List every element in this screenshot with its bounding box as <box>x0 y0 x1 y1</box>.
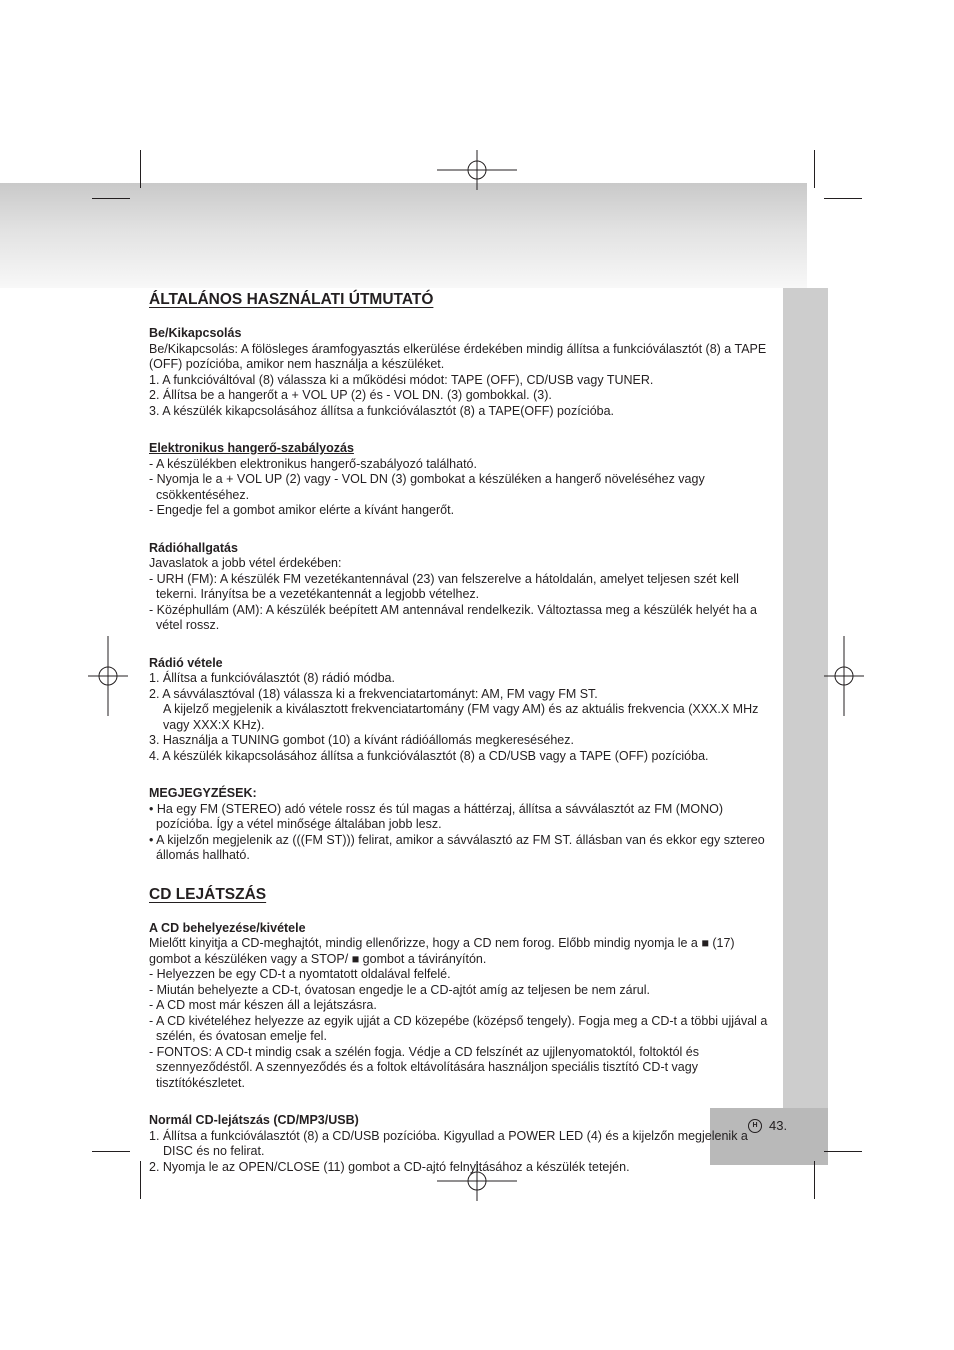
list-item: - Helyezzen be egy CD-t a nyomtatott oldalával felfelé. <box>149 967 451 981</box>
list-item: 2. Nyomja le az OPEN/CLOSE (11) gombot a CD-ajtó felnyitásához a készülék tetején. <box>149 1159 630 1174</box>
registration-mark-icon <box>824 636 864 716</box>
crop-mark <box>824 198 862 199</box>
crop-mark <box>92 198 130 199</box>
list-item: 1. Állítsa a funkcióválasztót (8) rádió módba. <box>149 671 395 685</box>
heading-power: Be/Kikapcsolás <box>149 326 242 340</box>
registration-mark-icon <box>437 150 517 190</box>
list-item: 3. A készülék kikapcsolásához állítsa a funkcióválasztót (8) a TAPE(OFF) pozícióba. <box>149 403 615 418</box>
heading-normal-play: Normál CD-lejátszás (CD/MP3/USB) <box>149 1113 359 1127</box>
list-item-note: A kijelző megjelenik a kiválasztott frekvenciatartomány (FM vagy AM) és az aktuális frekvencia (XXX.X MHz vagy XXX:X KHz). <box>163 702 759 732</box>
list-item: 1. Állítsa a funkcióválasztót (8) a CD/USB pozícióba. Kigyullad a POWER LED (4) és a kijelzőn megjelenik a DISC és no felirat. <box>149 1128 748 1158</box>
section-title-general: ÁLTALÁNOS HASZNÁLATI ÚTMUTATÓ <box>149 291 434 308</box>
side-tab-bar <box>783 288 828 1165</box>
heading-volume: Elektronikus hangerő-szabályozás <box>149 441 354 455</box>
heading-notes: MEGJEGYZÉSEK: <box>149 786 257 800</box>
list-item: • Ha egy FM (STEREO) adó vétele rossz és túl magas a háttérzaj, állítsa a sávválasztót az FM (MONO) pozícióba. Így a vétel minősége általában jobb lesz. <box>149 801 724 831</box>
heading-radio-listening: Rádióhallgatás <box>149 540 238 555</box>
paragraph: Javaslatok a jobb vétel érdekében: <box>149 556 342 570</box>
list-item: 2. Állítsa be a hangerőt a + VOL UP (2) és - VOL DN. (3) gombokkal. (3). <box>149 388 552 402</box>
crop-mark <box>814 150 815 188</box>
list-item: 3. Használja a TUNING gombot (10) a kívánt rádióállomás megkereséséhez. <box>149 733 574 747</box>
list-item: - FONTOS: A CD-t mindig csak a szélén fogja. Védje a CD felszínét az ujjlenyomatoktól, foltoktól és szennyeződéstől. A szennyeződés és a foltok eltávolítására használjon speciális tisztító CD-t vagy tisztítókészletet. <box>149 1044 700 1090</box>
list-item: - Miután behelyezte a CD-t, óvatosan engedje le a CD-ajtót amíg az teljesen be nem zárul. <box>149 982 650 997</box>
language-badge: H <box>748 1119 762 1133</box>
list-item: - A CD most már készen áll a lejátszásra. <box>149 998 377 1012</box>
list-item: - Nyomja le a + VOL UP (2) vagy - VOL DN (3) gombokat a készüléken a hangerő növeléséhez vagy csökkentéséhez. <box>149 472 705 502</box>
heading-radio-reception: Rádió vétele <box>149 655 223 670</box>
list-item: • A kijelzőn megjelenik az (((FM ST))) felirat, amikor a sávválasztó az FM ST. állásban van és ekkor egy sztereo állomás hallható. <box>149 832 765 862</box>
list-item: 2. A sávválasztóval (18) válassza ki a frekvenciatartományt: AM, FM vagy FM ST. <box>149 686 598 701</box>
manual-content <box>149 290 769 1175</box>
list-item: - Középhullám (AM): A készülék beépített AM antennával rendelkezik. Változtassa meg a készülék helyét ha a vétel rossz. <box>149 602 757 632</box>
page-number-text: 43. <box>769 1118 788 1133</box>
list-item: 4. A készülék kikapcsolásához állítsa a funkcióválasztót (8) a CD/USB vagy a TAPE (OFF) pozícióba. <box>149 748 709 763</box>
paragraph: Be/Kikapcsolás: A fölösleges áramfogyasztás elkerülése érdekében mindig állítsa a funkcióválasztót (8) a TAPE (OFF) pozícióba, amikor nem használja a készüléket. <box>149 341 767 371</box>
crop-mark <box>140 150 141 188</box>
paragraph: Mielőtt kinyitja a CD-meghajtót, mindig ellenőrizze, hogy a CD nem forog. Előbb mindig nyomja le a ■ (17) gombot a készüléken vagy a STOP/ ■ gombot a távirányítón. <box>149 936 735 966</box>
list-item: - A készülékben elektronikus hangerő-szabályozó található. <box>149 456 477 471</box>
heading-cd-insert: A CD behelyezése/kivétele <box>149 920 306 935</box>
crop-mark <box>824 1151 862 1152</box>
crop-mark <box>92 1151 130 1152</box>
crop-mark <box>814 1161 815 1199</box>
list-item: - Engedje fel a gombot amikor elérte a kívánt hangerőt. <box>149 503 455 517</box>
list-item: - A CD kivételéhez helyezze az egyik ujját a CD közepébe (középső tengely). Fogja meg a CD-t a többi ujjával a szélén, és óvatosan emelje fel. <box>149 1013 768 1043</box>
list-item: 1. A funkcióváltóval (8) válassza ki a működési módot: TAPE (OFF), CD/USB vagy TUNER. <box>149 372 654 387</box>
section-title-cd: CD LEJÁTSZÁS <box>149 885 267 903</box>
registration-mark-icon <box>88 636 128 716</box>
list-item: - URH (FM): A készülék FM vezetékantennával (23) van felszerelve a hátoldalán, amelyet teljesen szét kell tekerni. Irányítsa be a vezetékantennát a legjobb vételhez. <box>149 571 739 601</box>
crop-mark <box>140 1161 141 1199</box>
